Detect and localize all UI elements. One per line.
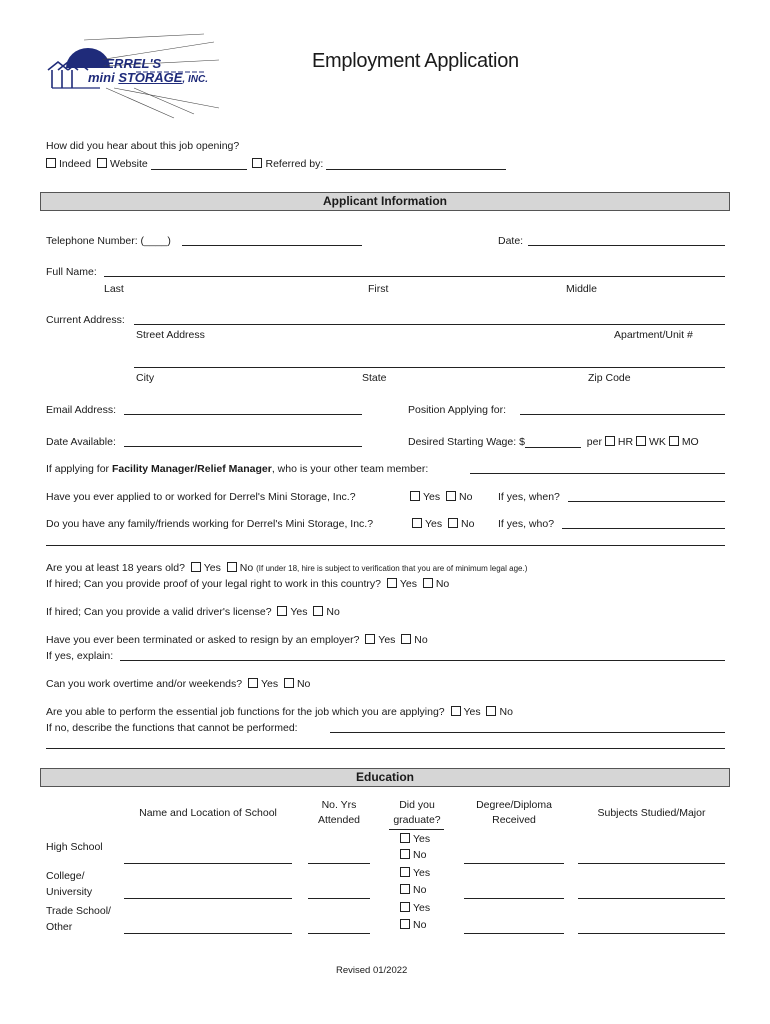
family-extra-line[interactable] [46,545,725,546]
age-no-checkbox[interactable] [227,562,237,572]
first-name-caption: First [368,283,389,295]
license-question: If hired; Can you provide a valid driver's license? [46,606,272,618]
hr-checkbox[interactable] [605,436,615,446]
hs-years-field[interactable] [308,863,370,864]
describe-field[interactable] [330,732,725,733]
fm-suffix: , who is your other team member: [271,463,429,475]
family-question: Do you have any family/friends working for Derrel's Mini Storage, Inc.? [46,518,374,530]
hs-grad-no-checkbox[interactable] [400,849,410,859]
logo-inc: , INC. [182,74,208,85]
terminated-row [46,634,428,646]
education-heading: Education [40,768,730,787]
college-grad-yes [400,867,430,879]
essential-question: Are you able to perform the essential job functions for the job which you are applying? [46,706,445,718]
date-label: Date: [498,235,524,247]
college-grad-no-checkbox[interactable] [400,884,410,894]
city-state-zip-field[interactable] [134,367,725,368]
applied-question: Have you ever applied to or worked for Derrel's Mini Storage, Inc.? [46,491,356,503]
hear-options [46,158,506,170]
trade-subjects-field[interactable] [578,933,725,934]
essential-no-checkbox[interactable] [486,706,496,716]
age-note: (If under 18, hire is subject to verification that you are of minimum legal age.) [256,564,528,573]
website-field[interactable] [151,159,247,170]
overtime-row [46,678,310,690]
family-no-checkbox[interactable] [448,518,458,528]
essential-no-label: No [499,706,513,718]
hs-grad-yes-label: Yes [413,833,431,845]
describe-label: If no, describe the functions that cannot be performed: [46,722,298,734]
apartment-caption: Apartment/Unit # [614,329,693,341]
trade-grad-yes-checkbox[interactable] [400,902,410,912]
page-title: Employment Application [312,50,519,72]
referred-field[interactable] [326,159,506,170]
hs-grad-yes [400,833,430,845]
position-field[interactable] [520,414,725,415]
email-label: Email Address: [46,404,117,416]
overtime-yes-checkbox[interactable] [248,678,258,688]
family-who-label: If yes, who? [498,518,555,530]
hear-question: How did you hear about this job opening? [46,140,240,152]
per-label: per [586,436,602,448]
proof-row [46,578,449,590]
city-caption: City [136,372,155,384]
referred-label: Referred by: [265,158,324,170]
trade-grad-no-checkbox[interactable] [400,919,410,929]
zip-caption: Zip Code [588,372,631,384]
trade-grad-no [400,919,426,931]
row-trade-label-2: Other [46,921,73,933]
indeed-label: Indeed [59,158,92,170]
wage-label: Desired Starting Wage: $ [408,436,525,448]
college-grad-yes-label: Yes [413,867,431,879]
hs-grad-yes-checkbox[interactable] [400,833,410,843]
overtime-no-checkbox[interactable] [284,678,294,688]
street-address-caption: Street Address [136,329,205,341]
col-degree-header: Degree/Diploma Received [476,799,552,826]
family-no-label: No [460,518,475,530]
applied-no-checkbox[interactable] [446,491,456,501]
age-row [46,562,527,574]
row-high-school-label: High School [46,841,103,853]
essential-yes-label: Yes [463,706,481,718]
license-yes-label: Yes [290,606,308,618]
fm-bold: Facility Manager/Relief Manager [111,463,272,475]
family-yes-label: Yes [425,518,443,530]
date-available-field[interactable] [124,446,362,447]
date-available-label: Date Available: [46,436,116,448]
logo-text-line2 [88,70,208,85]
hs-degree-field[interactable] [464,863,564,864]
terminated-no-label: No [414,634,428,646]
email-field[interactable] [124,414,362,415]
age-yes-checkbox[interactable] [191,562,201,572]
revision-footer: Revised 01/2022 [336,965,408,976]
logo-text-line1: DERREL'S [96,56,162,71]
terminated-question: Have you ever been terminated or asked to resign by an employer? [46,634,360,646]
trade-grad-no-label: No [413,919,427,931]
team-member-question [46,463,428,475]
license-no-checkbox[interactable] [313,606,323,616]
proof-no-checkbox[interactable] [423,578,433,588]
license-yes-checkbox[interactable] [277,606,287,616]
logo-mini: mini [88,70,115,85]
proof-yes-label: Yes [399,578,417,590]
overtime-yes-label: Yes [260,678,279,690]
col-grad-header: Did you graduate? [393,799,441,826]
website-checkbox[interactable] [97,158,107,168]
middle-name-caption: Middle [566,283,597,295]
essential-yes-checkbox[interactable] [451,706,461,716]
license-row [46,606,340,618]
age-question: Are you at least 18 years old? [46,562,185,574]
proof-question: If hired; Can you provide proof of your legal right to work in this country? [46,578,382,590]
col-subjects-header: Subjects Studied/Major [597,807,706,819]
telephone-field[interactable] [182,245,362,246]
referred-checkbox[interactable] [252,158,262,168]
overtime-no-label: No [296,678,311,690]
college-school-field[interactable] [124,898,292,899]
hr-label: HR [617,436,634,448]
hs-school-field[interactable] [124,863,292,864]
row-college-label-2: University [46,886,93,898]
college-years-field[interactable] [308,898,370,899]
row-college-label-1: College/ [46,870,85,882]
indeed-checkbox[interactable] [46,158,56,168]
team-member-field[interactable] [470,473,725,474]
applicant-info-heading: Applicant Information [40,192,730,211]
applied-when-field[interactable] [568,501,725,502]
col-years-header: No. Yrs Attended [317,799,361,826]
full-name-label: Full Name: [46,266,97,278]
mo-label: MO [681,436,699,448]
hs-grad-no-label: No [413,849,427,861]
logo-storage: STORAGE [118,70,183,85]
full-name-field[interactable] [104,276,725,277]
proof-no-label: No [435,578,450,590]
family-options [412,518,474,530]
essential-row [46,706,513,718]
wk-label: WK [648,436,666,448]
college-subjects-field[interactable] [578,898,725,899]
explain-field[interactable] [120,660,725,661]
age-no-label: No [239,562,254,574]
row-trade-label [46,903,111,935]
applied-when-label: If yes, when? [498,491,560,503]
overtime-question: Can you work overtime and/or weekends? [46,678,243,690]
college-degree-field[interactable] [464,898,564,899]
grad-header-underline [389,829,444,830]
telephone-label: Telephone Number: (____) [46,235,171,247]
explain-label: If yes, explain: [46,650,114,662]
trade-grad-yes-label: Yes [413,902,431,914]
fm-prefix: If applying for [46,463,112,475]
street-address-field[interactable] [134,324,725,325]
company-logo [44,30,234,120]
describe-extra-line[interactable] [46,748,725,749]
applied-yes-checkbox[interactable] [410,491,420,501]
applied-options [410,491,472,503]
row-trade-label-1: Trade School/ [46,905,111,917]
website-label: Website [109,158,148,170]
terminated-no-checkbox[interactable] [401,634,411,644]
family-yes-checkbox[interactable] [412,518,422,528]
license-no-label: No [326,606,340,618]
wk-checkbox[interactable] [636,436,646,446]
state-caption: State [362,372,387,384]
row-college-label [46,868,92,900]
wage-field[interactable] [525,437,581,448]
terminated-yes-checkbox[interactable] [365,634,375,644]
date-field[interactable] [528,245,725,246]
trade-grad-yes [400,902,430,914]
family-who-field[interactable] [562,528,725,529]
proof-yes-checkbox[interactable] [387,578,397,588]
last-name-caption: Last [104,283,124,295]
college-grad-yes-checkbox[interactable] [400,867,410,877]
trade-degree-field[interactable] [464,933,564,934]
current-address-label: Current Address: [46,314,125,326]
applied-no-label: No [458,491,473,503]
col-school-header: Name and Location of School [139,807,277,819]
age-yes-label: Yes [203,562,221,574]
applied-yes-label: Yes [423,491,441,503]
position-label: Position Applying for: [408,404,507,416]
terminated-yes-label: Yes [378,634,396,646]
wage-row [408,436,699,448]
trade-years-field[interactable] [308,933,370,934]
college-grad-no [400,884,426,896]
college-grad-no-label: No [413,884,427,896]
mo-checkbox[interactable] [669,436,679,446]
trade-school-field[interactable] [124,933,292,934]
hs-subjects-field[interactable] [578,863,725,864]
hs-grad-no [400,849,426,861]
